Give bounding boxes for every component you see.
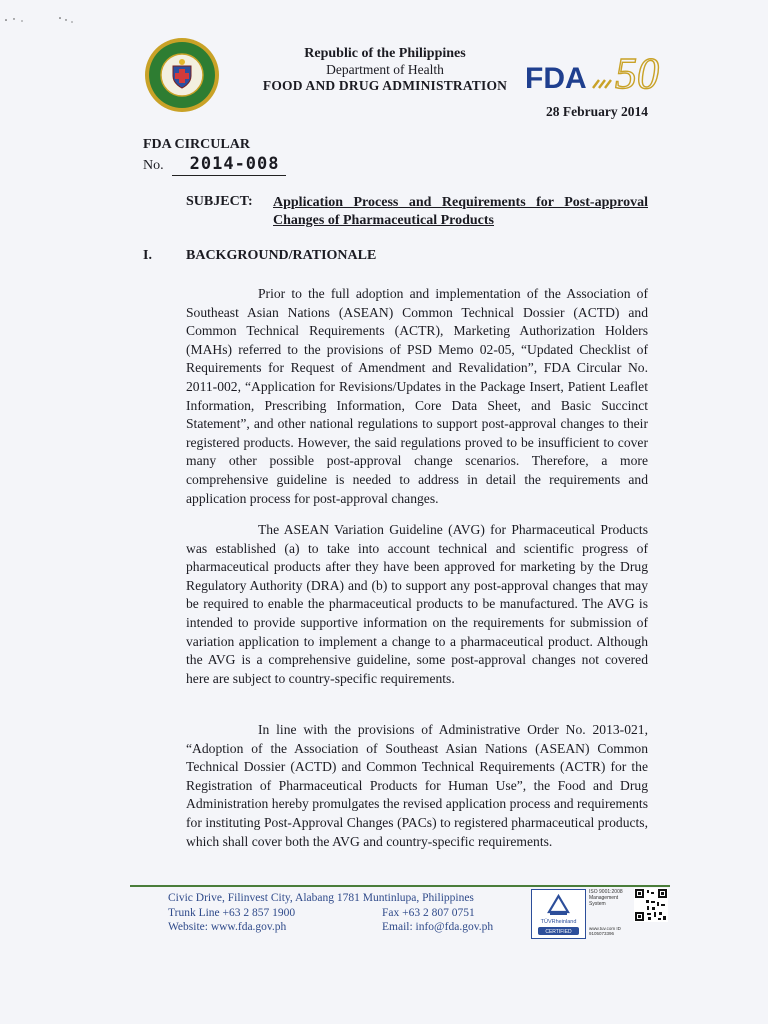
- iso-certification-text: ISO 9001:2008 Management System: [589, 889, 623, 907]
- scan-artifact: [0, 12, 80, 32]
- department-line: Department of Health: [326, 62, 444, 77]
- paragraph: [186, 721, 648, 851]
- footer-website: Website: www.fda.gov.ph: [168, 921, 287, 933]
- circular-title: FDA CIRCULAR: [143, 137, 250, 152]
- doh-seal-logo: [143, 36, 221, 114]
- paragraph-text: The ASEAN Variation Guideline (AVG) for Pharmaceutical Products was established (a) to take into account technical and scientific progress of pharmaceutical products after they have been approved for marketing by the Drug Regulatory Authority (DRA) and (b) to support any post-approval changes that may be required to enable the pharmaceutical products to be manufactured. The AVG is intended to provide supportive information on the requirements for submission of variation application to implement a change to a pharmaceutical product. Although the AVG is a comprehensive guideline, some post-approval changes not covered here are subject to country-specific requirements.: [186, 522, 648, 686]
- subject-label: SUBJECT:: [186, 194, 253, 209]
- paragraph: [186, 521, 648, 688]
- paragraph-text: Prior to the full adoption and implementation of the Association of Southeast Asian Nations (ASEAN) Common Technical Dossier (ACTD) and Common Technical Requirements (ACTR), Marketing Authorization Holders (MAHs) referred to the provisions of PSD Memo 02-05, “Updated Checklist of Requirements for Request of Amendment and Revalidation”, FDA Circular No. 2011-002, “Application for Revisions/Updates in the Package Insert, Patient Leaflet Information, Prescribing Information, Core Data Sheet, and Basic Succinct Statement”, and other national regulations to support post-approval changes to their registered products. However, the said regulations proved to be insufficient to cover many other possible post-approval change scenarios. Therefore, a more comprehensive guideline is needed to address in detail the requirements and application process for post-approval changes.: [186, 286, 648, 506]
- footer-email: Email: info@fda.gov.ph: [382, 921, 494, 933]
- paragraph-text: In line with the provisions of Administrative Order No. 2013-021, “Adoption of the Association of Southeast Asian Nations (ASEAN) Common Technical Dossier (ACTD) and Common Technical Requirements (ACTR) for the Registration of Pharmaceutical Products for Human Use”, the Food and Drug Administration hereby promulgates the revised application process and requirements for instituting Post-Approval Changes (PACs) to registered pharmaceutical products, which shall cover both the AVG and country-specific requirements.: [186, 722, 648, 849]
- section-title: BACKGROUND/RATIONALE: [186, 248, 377, 263]
- letterhead: [240, 46, 530, 94]
- section-number: I.: [143, 248, 152, 263]
- certificate-url: www.tuv.com ID 9105073396: [589, 926, 621, 936]
- footer-contact: [168, 891, 532, 935]
- circular-no-label: No.: [143, 158, 164, 173]
- footer-fax: Fax +63 2 807 0751: [382, 906, 475, 919]
- issue-date: 28 February 2014: [546, 104, 648, 119]
- subject-block: [186, 194, 648, 230]
- paragraph: [186, 285, 648, 508]
- circular-number-row: [143, 154, 286, 176]
- qr-code: [634, 888, 668, 922]
- circular-number: 2014-008: [172, 154, 286, 176]
- fda-logo-text: FDA: [525, 62, 587, 95]
- fda-50-logo: [523, 42, 673, 98]
- footer-divider: [130, 885, 670, 887]
- tuv-certified-label: CERTIFIED: [545, 929, 572, 935]
- agency-line: FOOD AND DRUG ADMINISTRATION: [262, 78, 508, 93]
- tuv-certification-badge: [531, 889, 586, 939]
- section-heading: [143, 248, 376, 264]
- republic-line: Republic of the Philippines: [304, 46, 466, 61]
- footer-trunk-line: Trunk Line +63 2 857 1900: [168, 906, 296, 919]
- fda-anniversary-text: 50: [615, 49, 659, 98]
- tuv-brand: TÜVRheinland: [540, 919, 577, 925]
- footer-address: Civic Drive, Filinvest City, Alabang 1781 Muntinlupa, Philippines: [168, 892, 474, 904]
- subject-text: Application Process and Requirements for Post-approval Changes of Pharmaceutical Products: [273, 195, 648, 228]
